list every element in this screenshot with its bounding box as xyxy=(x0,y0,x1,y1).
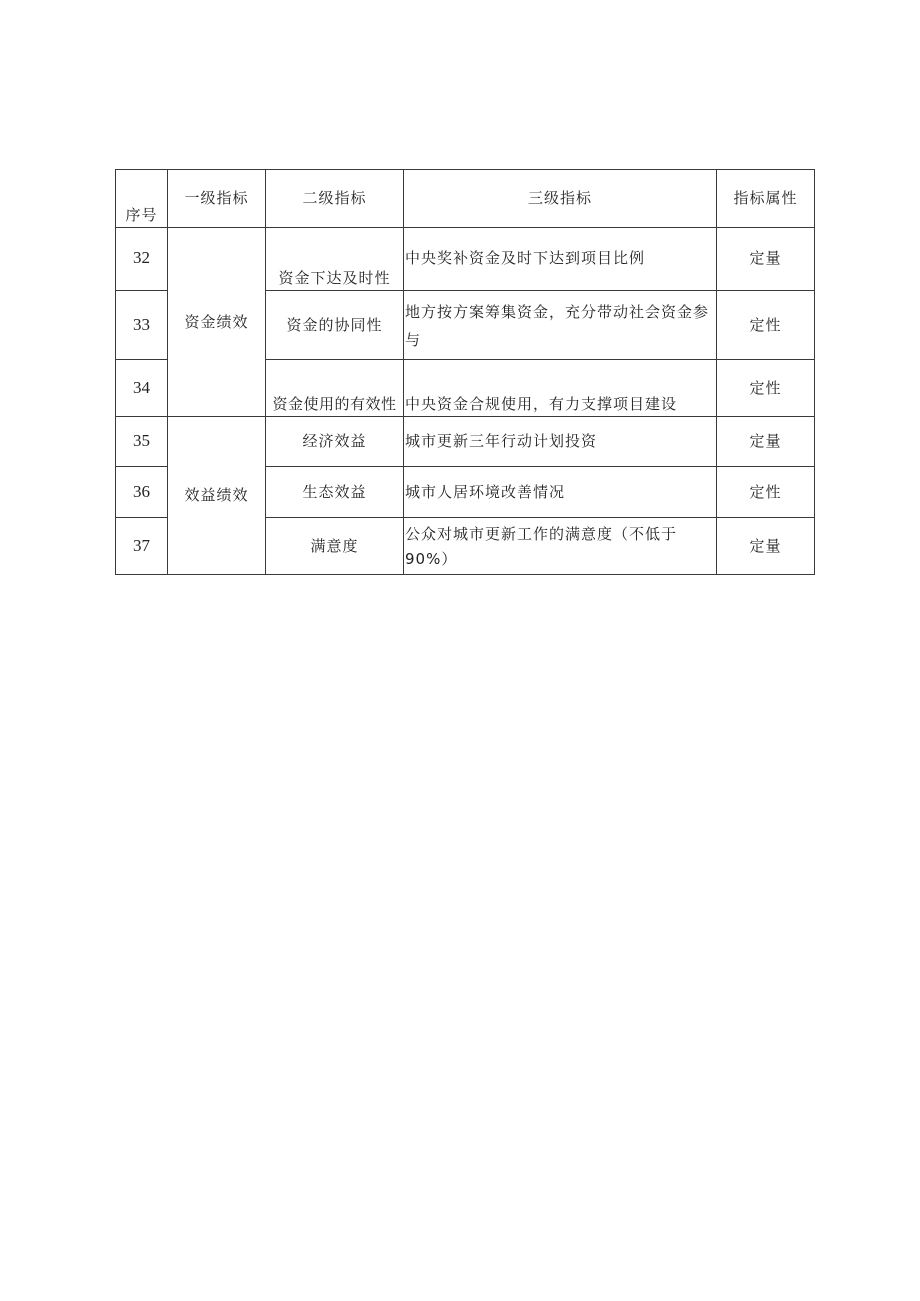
table-line xyxy=(115,517,167,518)
row-seq: 35 xyxy=(133,431,150,450)
row-level2: 资金使用的有效性 xyxy=(272,395,397,413)
level1-group-benefit: 效益绩效 xyxy=(184,486,249,504)
row-level3: 中央奖补资金及时下达到项目比例 xyxy=(405,249,646,267)
table-line xyxy=(115,227,815,228)
row-level2: 满意度 xyxy=(310,537,359,555)
table-line xyxy=(115,169,116,575)
row-level2: 资金下达及时性 xyxy=(278,269,391,287)
header-attr: 指标属性 xyxy=(733,189,798,207)
header-level3: 三级指标 xyxy=(527,189,592,207)
row-seq: 34 xyxy=(133,378,150,397)
table-line xyxy=(115,359,167,360)
row-attr: 定性 xyxy=(749,379,782,397)
row-attr: 定性 xyxy=(749,316,782,334)
row-level3: 公众对城市更新工作的满意度（不低于90%） xyxy=(405,525,678,568)
row-level3: 城市人居环境改善情况 xyxy=(405,483,566,501)
table-line xyxy=(266,466,815,467)
row-level3: 城市更新三年行动计划投资 xyxy=(405,432,598,450)
table-line xyxy=(115,574,815,575)
table-line xyxy=(115,290,167,291)
table-line xyxy=(814,169,815,575)
header-level1: 一级指标 xyxy=(184,189,249,207)
row-level2: 生态效益 xyxy=(302,483,367,501)
row-attr: 定性 xyxy=(749,483,782,501)
table-line xyxy=(115,169,815,170)
row-level2: 资金的协同性 xyxy=(286,316,383,334)
level1-group-funds: 资金绩效 xyxy=(184,313,249,331)
row-attr: 定量 xyxy=(749,249,782,267)
row-seq: 36 xyxy=(133,482,150,501)
table-line xyxy=(167,169,168,575)
row-seq: 33 xyxy=(133,315,150,334)
header-seq: 序号 xyxy=(125,206,158,224)
row-level3: 地方按方案筹集资金，充分带动社会资金参与 xyxy=(405,303,710,349)
table-line xyxy=(266,517,815,518)
table-line xyxy=(403,169,404,575)
row-level2: 经济效益 xyxy=(302,432,367,450)
table-line xyxy=(266,359,815,360)
table-line xyxy=(115,466,167,467)
row-seq: 37 xyxy=(133,536,150,555)
row-attr: 定量 xyxy=(749,537,782,555)
row-attr: 定量 xyxy=(749,432,782,450)
row-level3: 中央资金合规使用，有力支撑项目建设 xyxy=(405,395,678,413)
header-level2: 二级指标 xyxy=(302,189,367,207)
row-seq: 32 xyxy=(133,248,150,267)
table-line xyxy=(716,169,717,575)
table-line xyxy=(265,169,266,575)
